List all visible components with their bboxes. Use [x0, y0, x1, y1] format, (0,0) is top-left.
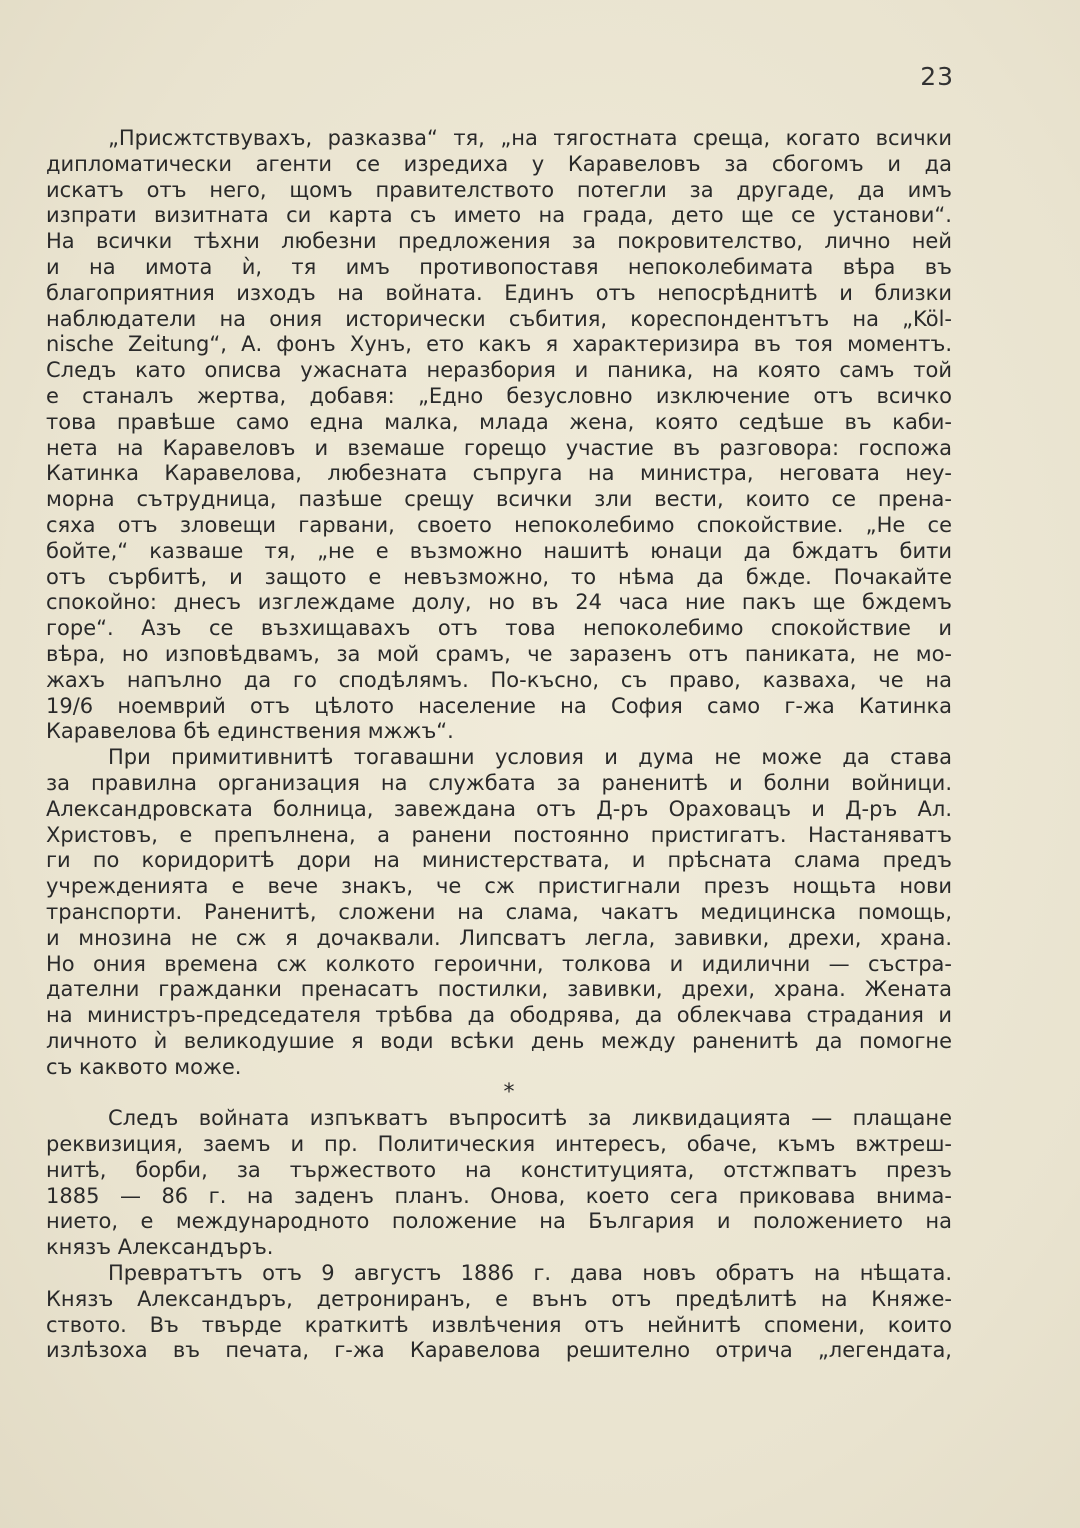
text-line: nische Zeitung“, А. фонъ Хунъ, ето какъ я характеризира въ тоя моментъ.	[46, 332, 952, 357]
text-line: нета на Каравеловъ и вземаше горещо участие въ разговора: госпожа	[46, 435, 952, 460]
text-line: учрежденията е вече знакъ, че сж пристигнали презъ нощьта нови	[46, 874, 952, 899]
text-line: наблюдатели на ония исторически събития, кореспондентътъ на „Köl-	[46, 306, 952, 331]
text-line: На всички тѣхни любезни предложения за покровителство, лично ней	[46, 229, 952, 254]
text-line: спокойно: днесъ изглеждаме долу, но въ 24 часа ние пакъ ще бждемъ	[46, 590, 952, 615]
text-line: искатъ отъ него, щомъ правителството потегли за другаде, да имъ	[46, 177, 952, 202]
text-line: отъ сърбитѣ, и защото е невъзможно, то нѣма да бжде. Почакайте	[46, 564, 952, 589]
text-line: съ каквото може.	[46, 1054, 242, 1079]
text-line: нието, е международното положение на България и положението на	[46, 1209, 952, 1234]
text-line: е станалъ жертва, добавя: „Едно безусловно изключение отъ всичко	[46, 383, 952, 408]
text-line: Следъ войната изпъкватъ въпроситѣ за ликвидацията — плащане	[108, 1106, 952, 1131]
text-line: сяха отъ зловещи гарвани, своето непоколебимо спокойствие. „Не се	[46, 512, 952, 537]
text-line: „Присжтствувахъ, разказва“ тя, „на тягостната среща, когато всички	[108, 126, 952, 150]
text-line: морна сътрудница, пазѣше срещу всички зли вести, които се прена-	[46, 487, 952, 512]
text-line: на министръ-председателя трѣбва да ободрява, да облекчава страдания и	[46, 1003, 952, 1028]
text-line: ството. Въ твърде краткитѣ извлѣчения отъ нейнитѣ спомени, които	[46, 1312, 952, 1337]
text-line: и на имота ѝ, тя имъ противопоставя непоколебимата вѣра въ	[46, 254, 952, 279]
text-line: Князъ Александъръ, детрониранъ, е вънъ отъ предѣлитѣ на Княже-	[46, 1286, 952, 1311]
text-line: благоприятния изходъ на войната. Единъ отъ непосрѣднитѣ и близки	[46, 280, 952, 305]
text-line: Катинка Каравелова, любезната съпруга на министра, неговата неу-	[46, 461, 952, 486]
text-line: 1885 — 86 г. на заденъ планъ. Онова, което сега приковава внима-	[46, 1183, 952, 1208]
text-line: вѣра, но изповѣдвамъ, за мой срамъ, че заразенъ отъ паниката, не мо-	[46, 641, 952, 666]
page-text	[46, 126, 952, 1364]
text-line: Христовъ, е препълнена, а ранени постоянно пристигатъ. Настаняватъ	[46, 822, 952, 847]
page-number: 23	[920, 62, 954, 91]
text-line: дателни гражданки пренасатъ постилки, завивки, дрехи, храна. Жената	[46, 977, 952, 1002]
text-line: изпрати визитната си карта съ името на града, дето ще се установи“.	[46, 203, 952, 228]
text-line: Следъ като описва ужасната неразбория и паника, на която самъ той	[46, 358, 952, 383]
section-divider: *	[503, 1080, 515, 1106]
text-line: излѣзоха въ печата, г-жа Каравелова решително отрича „легендата,	[46, 1338, 952, 1363]
text-line: това правѣше само една малка, млада жена, която седѣше въ каби-	[46, 409, 952, 434]
text-line: Но ония времена сж колкото героични, толкова и идилични — състра-	[46, 951, 952, 976]
text-line: Каравелова бѣ единствения мжжъ“.	[46, 719, 454, 744]
text-line: При примитивнитѣ тогавашни условия и дума не може да става	[108, 745, 952, 770]
text-line: жахъ напълно да го сподѣлямъ. По-късно, съ право, казваха, че на	[46, 667, 952, 692]
text-line: реквизиция, заемъ и пр. Политическия интересъ, обаче, къмъ вжтреш-	[46, 1132, 952, 1157]
text-line: дипломатически агенти се изредиха у Каравеловъ за сбогомъ и да	[46, 151, 952, 176]
text-line: князъ Александъръ.	[46, 1235, 274, 1260]
text-line: и мнозина не сж я дочаквали. Липсватъ легла, завивки, дрехи, храна.	[46, 925, 952, 950]
text-line: нитѣ, борби, за тържеството на конституцията, отстжпватъ презъ	[46, 1157, 952, 1182]
text-line: горе“. Азъ се възхищавахъ отъ това непоколебимо спокойствие и	[46, 616, 952, 641]
text-line: транспорти. Раненитѣ, сложени на слама, чакатъ медицинска помощь,	[46, 899, 952, 924]
text-line: ги по коридоритѣ дори на министерствата, и прѣсната слама предъ	[46, 848, 952, 873]
text-line: 19/6 ноемврий отъ цѣлото население на София само г-жа Катинка	[46, 693, 952, 718]
text-line: Александровската болница, завеждана отъ Д-ръ Ораховацъ и Д-ръ Ал.	[46, 796, 952, 821]
text-line: бойте,“ казваше тя, „не е възможно нашитѣ юнаци да бждатъ бити	[46, 538, 952, 563]
text-line: Превратътъ отъ 9 августъ 1886 г. дава новъ обратъ на нѣщата.	[108, 1261, 952, 1286]
text-line: за правилна организация на службата за раненитѣ и болни войници.	[46, 770, 952, 795]
text-line: личното ѝ великодушие я води всѣки день между раненитѣ да помогне	[46, 1028, 952, 1053]
